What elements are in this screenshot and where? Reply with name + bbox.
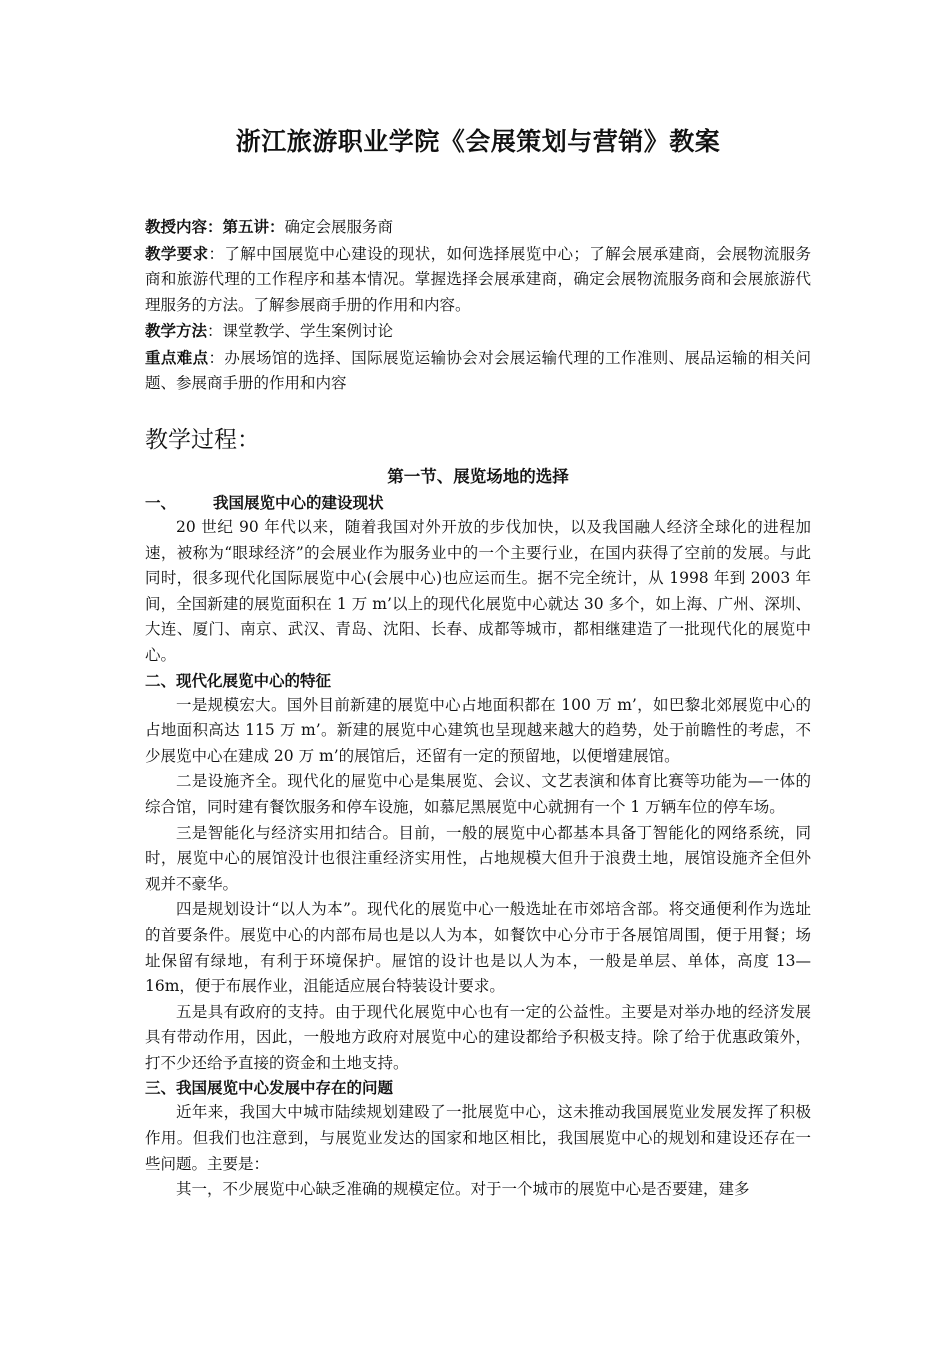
lecture-number-label: 第五讲：	[222, 217, 285, 236]
part1-paragraph: 20 世纪 90 年代以来，随着我国对外开放的步伐加快，以及我国融人经济全球化的进程加速，被称为“眼球经济”的会展业作为服务业中的一个主要行业，在国内获得了空前的发展。与此同时，很多现代化国际展览中心(会展中心)也应运而生。据不完全统计，从 1998 年到 2003 年间，全国新建的展览面积在 1 万 m’以上的现代化展览中心就达 30 多个，如上海、广州、深圳、大连、厦门、南京、武汉、青岛、沈阳、长春、成都等城市，都相继建造了一批现代化的展览中心。	[145, 518, 811, 664]
part2-paragraph: 三是智能化与经济实用扣结合。目前，一般的展览中心都基本具备丁智能化的网络系统，同时，展览中心的展馆没计也很注重经济实用性，占地规模大但升于浪费土地，展馆设施齐全但外观并不豪华。	[145, 823, 811, 893]
part2-paragraph: 四是规划设计“以人为本”。现代化的展览中心一般选址在市郊培含部。将交通便利作为选址的首要条件。展览中心的内部布局也是以人为本，如餐饮中心分市于各展馆周围，便于用餐；场址保留有绿地，有利于环境保护。屉馆的设计也是以人为本，一般是单层、单体，高度 13—16m，便于布展作业，沮能适应展台特装设计要求。	[145, 900, 811, 996]
teaching-method-line	[145, 318, 811, 345]
key-points-line	[145, 345, 811, 397]
section-title: 第一节、展览场地的选择	[387, 467, 569, 486]
part3-paragraph: 其一，不少展览中心缺乏准确的规模定位。对于一个城市的展览中心是否要建，建多	[176, 1180, 750, 1199]
teaching-requirements-line	[145, 241, 811, 319]
part2-paragraph: 二是设施齐全。现代化的屉览中心是集展览、会议、文艺表演和体育比赛等功能为—一体的综合馆，同时建有餐饮服务和停车设施，如慕尼黑展览中心就拥有一个 1 万辆车位的停车场。	[145, 772, 811, 816]
teaching-content-value: 确定会展服务商	[284, 218, 394, 236]
teaching-content-label: 教授内容：	[145, 217, 223, 236]
lesson-meta	[145, 214, 811, 397]
teaching-requirements-label: 教学要求	[145, 243, 209, 263]
part2-paragraph: 五是具有政府的支持。由于现代化展览中心也有一定的公益性。主要是对举办地的经济发展具有带动作用，因此，一般地方政府对展览中心的建设都给予积极支持。除了给于优惠政策外，打不少还给予直接的资金和土地支持。	[145, 1002, 811, 1072]
part3-paragraph: 近年来，我国大中城市陆续规划建殴了一批展览中心，这未推动我国展览业发展发挥了积极作用。但我们也注意到，与展览业发达的国家和地区相比，我国展览中心的规划和建设还存在一些问题。主要是：	[145, 1103, 811, 1173]
part1-heading	[145, 491, 811, 515]
document-title: 浙江旅游职业学院《会展策划与营销》教案	[235, 127, 721, 156]
part1-number: 一、	[145, 493, 177, 512]
key-points-value: ：办展场馆的选择、国际展览运输协会对会展运输代理的工作准则、展品运输的相关问题、参展商手册的作用和内容	[145, 348, 811, 392]
teaching-content-line	[145, 214, 811, 241]
teaching-method-label: 教学方法	[145, 321, 208, 340]
part3-heading: 三、我国展览中心发展中存在的问题	[145, 1078, 394, 1098]
part2-heading: 二、现代化展览中心的特征	[145, 670, 332, 690]
teaching-requirements-value: ：了解中国展览中心建设的现状，如何选择展览中心；了解会展承建商，会展物流服务商和旅游代理的工作程序和基本情况。掌握选择会展承建商，确定会展物流服务商和会展旅游代理服务的方法。了解参展商手册的作用和内容。	[145, 244, 811, 314]
document-body	[145, 463, 811, 1203]
key-points-label: 重点难点	[145, 347, 209, 367]
part1-heading-text: 我国展览中心的建设现状	[213, 493, 384, 512]
teaching-process-heading: 教学过程：	[145, 427, 260, 453]
teaching-method-value: ：课堂教学、学生案例讨论	[207, 322, 394, 340]
part2-paragraph: 一是规模宏大。国外目前新建的展览中心占地面积都在 100 万 m’，如巴黎北郊展览中心的占地面积高达 115 万 m’。新建的展览中心建筑也呈现越来越大的趋势，处于前瞻性的考虑，不少展览中心在建成 20 万 m’的展馆后，还留有一定的预留地，以便增建展馆。	[145, 695, 811, 765]
